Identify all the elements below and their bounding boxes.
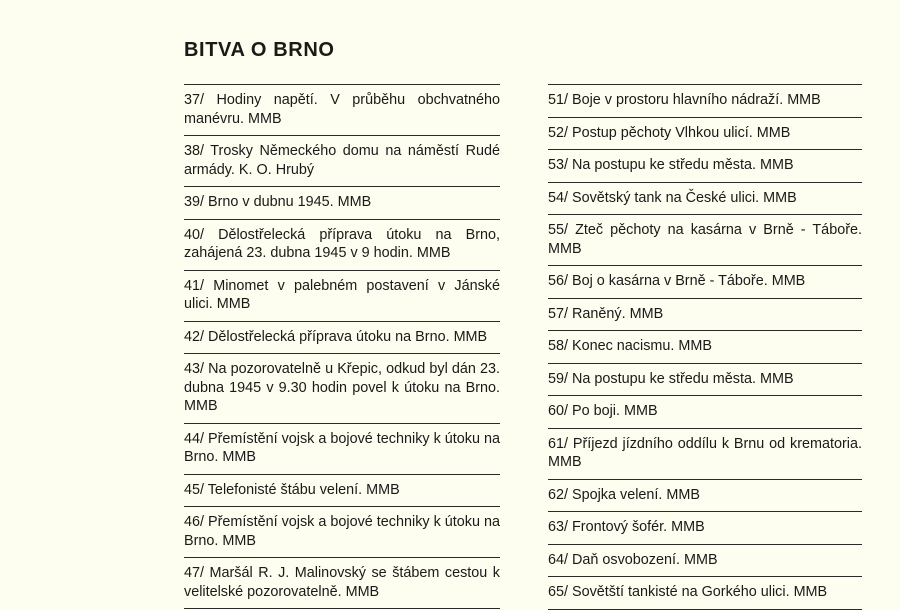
caption-entry: 45/ Telefonisté štábu velení. MMB	[184, 474, 500, 507]
caption-entry: 65/ Sovětští tankisté na Gorkého ulici. MMB	[548, 576, 862, 610]
caption-entry: 57/ Raněný. MMB	[548, 298, 862, 331]
caption-entry: 46/ Přemístění vojsk a bojové techniky k útoku na Brno. MMB	[184, 506, 500, 557]
caption-entry: 58/ Konec nacismu. MMB	[548, 330, 862, 363]
caption-list-left-column	[184, 84, 500, 609]
caption-list-right-column	[548, 84, 862, 610]
caption-entry: 64/ Daň osvobození. MMB	[548, 544, 862, 577]
caption-entry: 61/ Příjezd jízdního oddílu k Brnu od krematoria. MMB	[548, 428, 862, 479]
caption-entry: 56/ Boj o kasárna v Brně - Táboře. MMB	[548, 265, 862, 298]
caption-entry: 52/ Postup pěchoty Vlhkou ulicí. MMB	[548, 117, 862, 150]
caption-entry: 60/ Po boji. MMB	[548, 395, 862, 428]
caption-entry: 43/ Na pozorovatelně u Křepic, odkud byl dán 23. dubna 1945 v 9.30 hodin povel k útoku na Brno. MMB	[184, 353, 500, 423]
caption-entry: 55/ Zteč pěchoty na kasárna v Brně - Táboře. MMB	[548, 214, 862, 265]
caption-entry: 53/ Na postupu ke středu města. MMB	[548, 149, 862, 182]
caption-entry: 51/ Boje v prostoru hlavního nádraží. MMB	[548, 84, 862, 117]
caption-entry: 54/ Sovětský tank na České ulici. MMB	[548, 182, 862, 215]
caption-entry: 47/ Maršál R. J. Malinovský se štábem cestou k velitelské pozorovatelně. MMB	[184, 557, 500, 609]
caption-entry: 40/ Dělostřelecká příprava útoku na Brno, zahájená 23. dubna 1945 v 9 hodin. MMB	[184, 219, 500, 270]
caption-entry: 44/ Přemístění vojsk a bojové techniky k útoku na Brno. MMB	[184, 423, 500, 474]
caption-entry: 62/ Spojka velení. MMB	[548, 479, 862, 512]
page-title: BITVA O BRNO	[184, 39, 335, 61]
caption-entry: 63/ Frontový šofér. MMB	[548, 511, 862, 544]
caption-entry: 59/ Na postupu ke středu města. MMB	[548, 363, 862, 396]
caption-entry: 42/ Dělostřelecká příprava útoku na Brno. MMB	[184, 321, 500, 354]
caption-entry: 41/ Minomet v palebném postavení v Jánské ulici. MMB	[184, 270, 500, 321]
caption-entry: 37/ Hodiny napětí. V průběhu obchvatného manévru. MMB	[184, 84, 500, 135]
caption-entry: 39/ Brno v dubnu 1945. MMB	[184, 186, 500, 219]
caption-entry: 38/ Trosky Německého domu na náměstí Rudé armády. K. O. Hrubý	[184, 135, 500, 186]
